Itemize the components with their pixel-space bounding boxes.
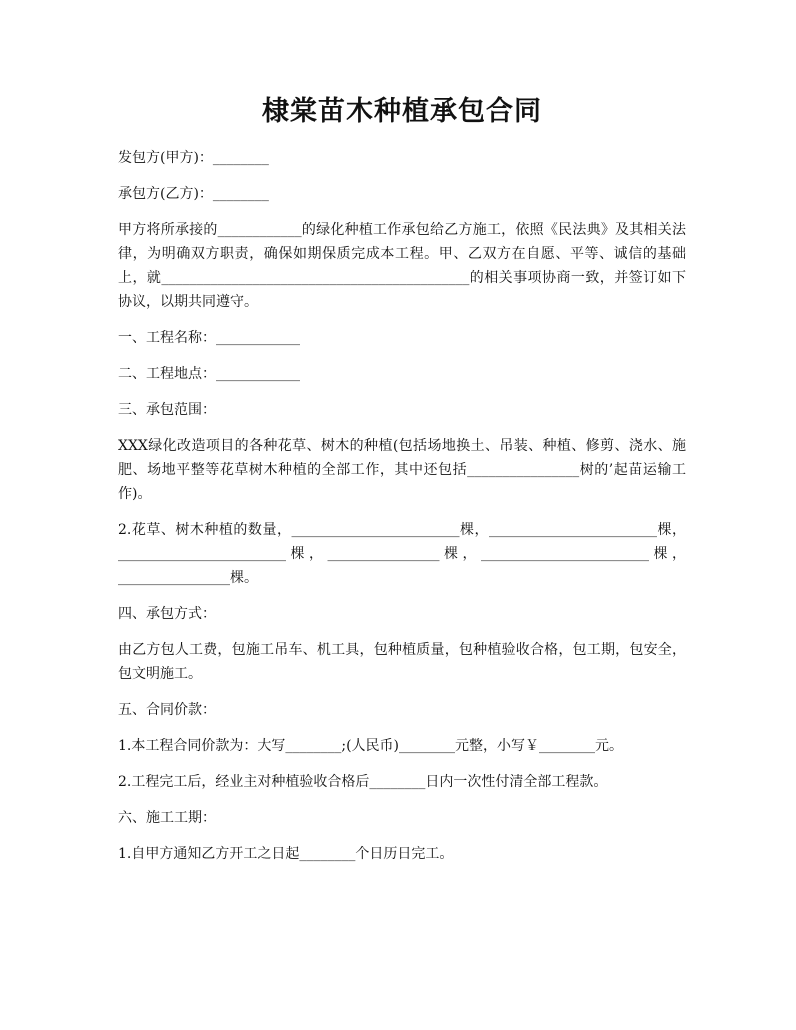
price-clause-2: 2.工程完工后，经业主对种植验收合格后________日内一次性付清全部工程款。 [118,774,608,790]
schedule-heading: 六、施工工期： [118,810,216,826]
schedule-clause-1: 1.自甲方通知乙方开工之日起________个日历日完工。 [118,846,454,862]
party-b-line: 承包方(乙方)：________ [118,186,269,202]
contract-method-paragraph: 由乙方包人工费，包施工吊车、机工具，包种植质量，包种植验收合格，包工期，包安全，包文明施工。 [118,642,686,682]
scope-paragraph: XXX绿化改造项目的各种花草、树木的种植(包括场地换土、吊装、种植、修剪、浇水、施肥、场地平整等花草树木种植的全部工作，其中还包括________________树的’起苗运输工作)。 [118,438,686,502]
preamble-paragraph: 甲方将所承接的____________的绿化种植工作承包给乙方施工，依照《民法典》及其相关法律，为明确双方职责，确保如期保质完成本工程。甲、乙双方在自愿、平等、诚信的基础上，就____________________________________________的相关事项协商一致，并签订如下协议，以期共同遵守。 [118,222,686,310]
contract-method-heading: 四、承包方式： [118,606,216,622]
price-clause-1: 1.本工程合同价款为：大写________;(人民币)________元整，小写￥________元。 [118,738,623,754]
document-title: 棣棠苗木种植承包合同 [262,96,542,127]
party-a-line: 发包方(甲方)：________ [118,150,269,166]
quantity-paragraph: 2.花草、树木种植的数量，________________________棵，________________________棵，________________________棵，________________棵，________________________棵，________________棵。 [118,522,686,586]
scope-heading: 三、承包范围： [118,402,216,418]
project-name-line: 一、工程名称：____________ [118,330,300,346]
project-location-line: 二、工程地点：____________ [118,366,300,382]
price-heading: 五、合同价款： [118,702,216,718]
